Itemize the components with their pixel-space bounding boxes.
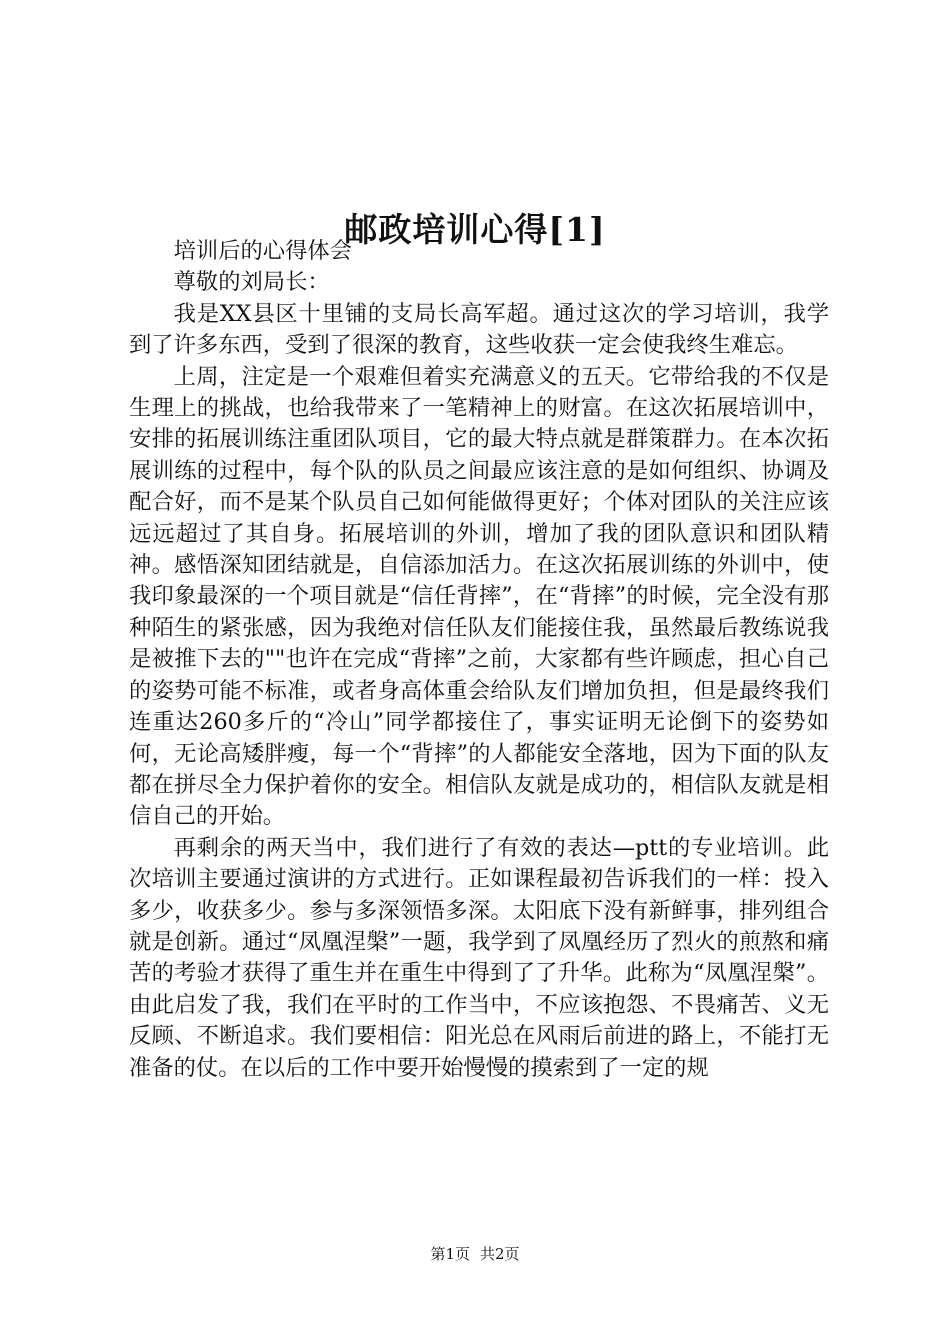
page-total: 共2页 [480,1245,520,1263]
page-footer [0,1244,950,1264]
paragraph-salutation: 尊敬的刘局长： [173,269,330,296]
paragraph-teamwork: 上周，注定是一个艰难但着实充满意义的五天。它带给我的不仅是生理上的挑战，也给我带来了一笔精神上的财富。在这次拓展培训中，安排的拓展训练注重团队项目，它的最大特点就是群策群力。在本次拓展训练的过程中，每个队的队员之间最应该注意的是如何组织、协调及配合好，而不是某个队员自己如何能做得更好；个体对团队的关注应该远远超过了其自身。拓展培训的外训，增加了我的团队意识和团队精神。感悟深知团结就是，自信添加活力。在这次拓展训练的外训中，使我印象最深的一个项目就是“信任背摔”，在“背摔”的时候，完全没有那种陌生的紧张感，因为我绝对信任队友们能接住我，虽然最后教练说我是被推下去的""也许在完成“背摔”之前，大家都有些许顾虑，担心自己的姿势可能不标准，或者身高体重会给队友们增加负担，但是最终我们连重达260多斤的“冷山”同学都接住了，事实证明无论倒下的姿势如何，无论高矮胖瘦，每一个“背摔”的人都能安全落地，因为下面的队友都在拼尽全力保护着你的安全。相信队友就是成功的，相信队友就是相信自己的开始。 [129,363,829,830]
document-title: 邮政培训心得[1] [344,210,606,250]
page-number: 第1页 [430,1245,470,1263]
paragraph-presentation: 再剩余的两天当中，我们进行了有效的表达—ptt的专业培训。此次培训主要通过演讲的方式进行。正如课程最初告诉我们的一样：投入多少，收获多少。参与多深领悟多深。太阳底下没有新鲜事，排列组合就是创新。通过“凤凰涅槃”一题，我学到了凤凰经历了烈火的煎熬和痛苦的考验才获得了重生并在重生中得到了了升华。此称为“凤凰涅槃”。由此启发了我，我们在平时的工作当中，不应该抱怨、不畏痛苦、义无反顾、不断追求。我们要相信：阳光总在风雨后前进的路上，不能打无准备的仗。在以后的工作中要开始慢慢的摸索到了一定的规 [129,834,829,1081]
document-body [129,236,829,1084]
paragraph-heading: 培训后的心得体会 [173,238,352,264]
paragraph-intro: 我是XX县区十里铺的支局长高军超。通过这次的学习培训，我学到了许多东西，受到了很深的教育，这些收获一定会使我终生难忘。 [129,300,829,359]
